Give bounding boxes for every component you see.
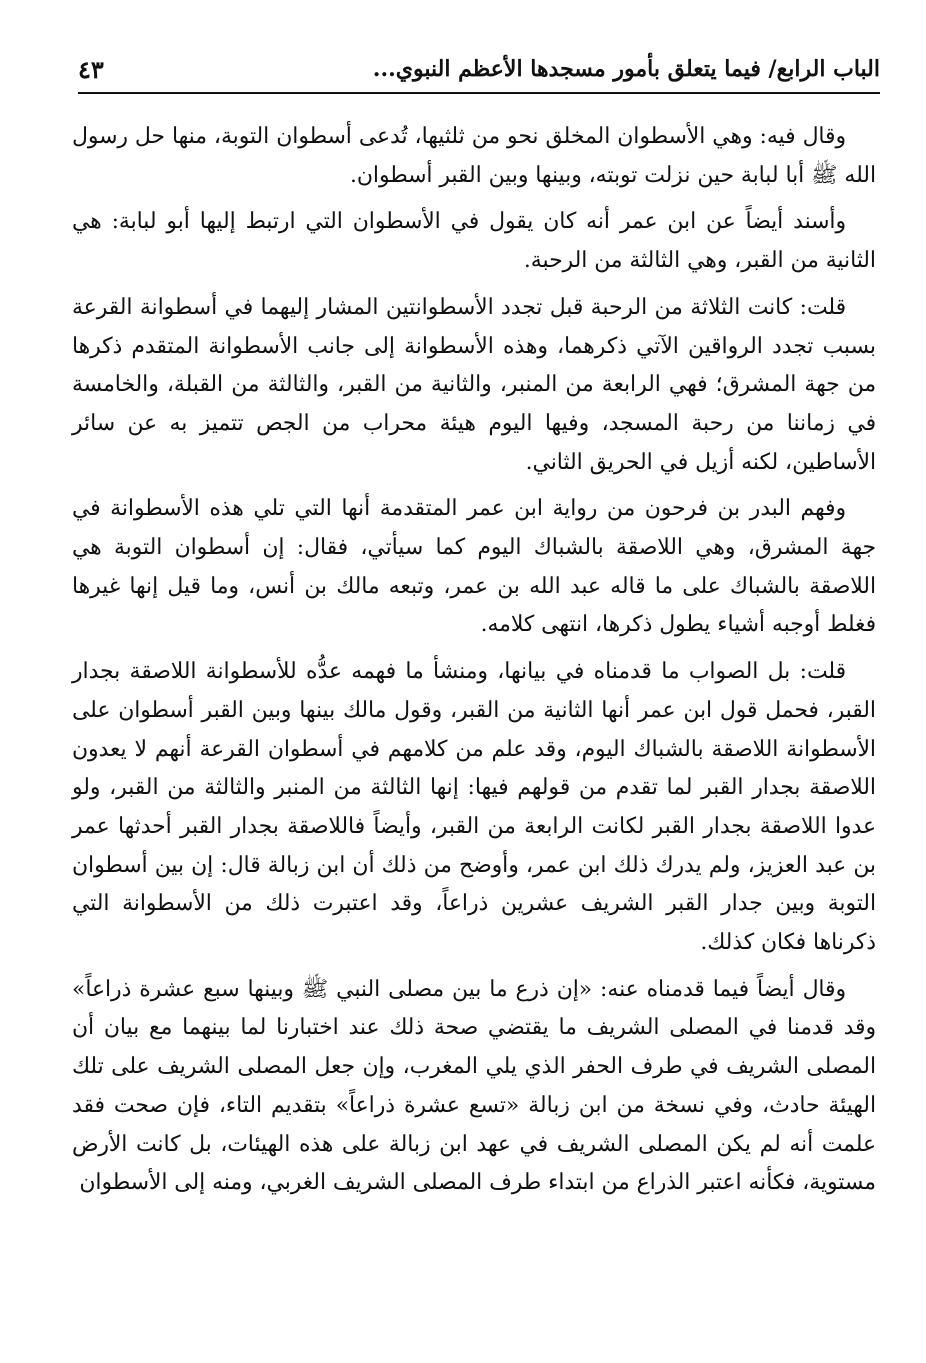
main-text (72, 118, 876, 1333)
paragraph: وقال أيضاً فيما قدمناه عنه: «إن ذرع ما بين مصلى النبي ﷺ وبينها سبع عشرة ذراعاً» وقد قدمنا في المصلى الشريف ما يقتضي صحة ذلك عند اختبارنا لما بينهما مع بيان أن المصلى الشريف في طرف الحفر الذي يلي المغرب، وإن جعل المصلى الشريف على تلك الهيئة حادث، وفي نسخة من ابن زبالة «تسع عشرة ذراعاً» بتقديم التاء، فإن صحت فقد علمت أنه لم يكن المصلى الشريف في عهد ابن زبالة على هذه الهيئات، بل كانت الأرض مستوية، فكأنه اعتبر الذراع من ابتداء طرف المصلى الشريف الغربي، ومنه إلى الأسطوان (72, 976, 876, 1196)
paragraph: وقال فيه: وهي الأسطوان المخلق نحو من ثلثيها، تُدعى أسطوان التوبة، منها حل رسول الله ﷺ أبا لبابة حين نزلت توبته، وبينها وبين القبر أسطوان. (72, 124, 876, 188)
paragraph: وأسند أيضاً عن ابن عمر أنه كان يقول في الأسطوان التي ارتبط إليها أبو لبابة: هي الثانية من القبر، وهي الثالثة من الرحبة. (72, 209, 876, 274)
running-header (78, 46, 880, 94)
paragraph: قلت: كانت الثلاثة من الرحبة قبل تجدد الأسطوانتين المشار إليهما في أسطوانة القرعة بسبب تجدد الرواقين الآتي ذكرهما، وهذه الأسطوانة إلى جانب الأسطوانة المتقدم ذكرها من جهة المشرق؛ فهي الرابعة من المنبر، والثانية من القبر، والثالثة من القبلة، والخامسة في زماننا من رحبة المسجد، وفيها اليوم هيئة محراب من الجص تتميز به عن سائر الأساطين، لكنه أزيل في الحريق الثاني. (72, 294, 876, 475)
paragraph: وفهم البدر بن فرحون من رواية ابن عمر المتقدمة أنها التي تلي هذه الأسطوانة في جهة المشرق، وهي اللاصقة بالشباك اليوم كما سيأتي، فقال: إن أسطوان التوبة هي اللاصقة بالشباك على ما قاله عبد الله بن عمر، وتبعه مالك بن أنس، وما قيل إنها غيرها فغلط أوجبه أشياء يطول ذكرها، انتهى كلامه. (72, 496, 876, 638)
chapter-title: الباب الرابع/ فيما يتعلق بأمور مسجدها الأعظم النبوي... (372, 56, 880, 82)
page-number: ٤٣ (78, 54, 104, 84)
paragraph: قلت: بل الصواب ما قدمناه في بيانها، ومنشأ ما فهمه عدُّه للأسطوانة اللاصقة بجدار القبر، فحمل قول ابن عمر أنها الثانية من القبر، وقول مالك بينها وبين القبر أسطوان على الأسطوانة اللاصقة بالشباك اليوم، وقد علم من كلامهم في أسطوان القرعة أنهم لا يعدون اللاصقة بجدار القبر لما تقدم من قولهم فيها: إنها الثالثة من المنبر والثالثة من القبر، ولو عدوا اللاصقة بجدار القبر لكانت الرابعة من القبر، وأيضاً فاللاصقة بجدار القبر أحدثها عمر بن عبد العزيز، ولم يدرك ذلك ابن عمر، وأوضح من ذلك أن ابن زبالة قال: إن بين أسطوان التوبة وبين جدار القبر الشريف عشرين ذراعاً، وقد اعتبرت ذلك من الأسطوانة التي ذكرناها فكان كذلك. (72, 659, 876, 956)
